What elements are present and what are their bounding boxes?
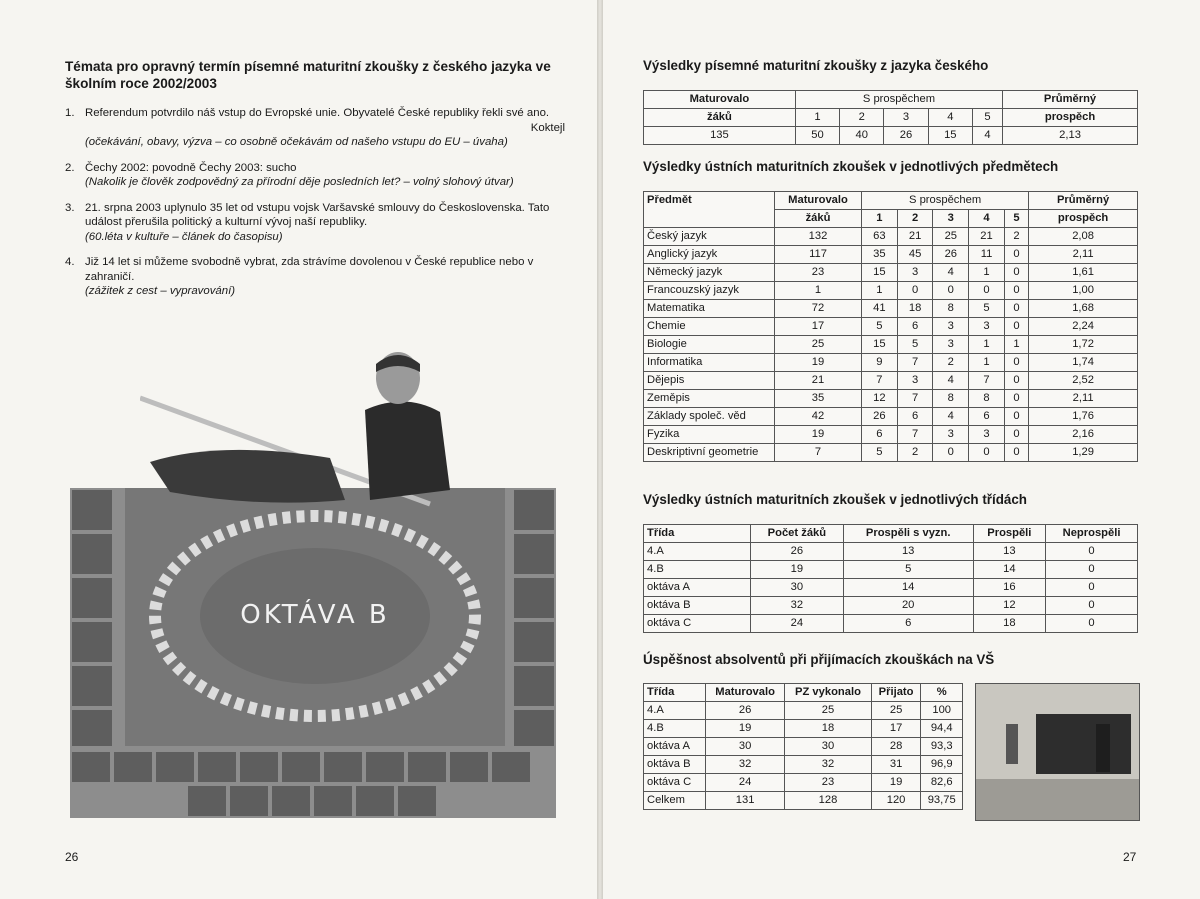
table-cell: 4 xyxy=(972,127,1002,145)
table-cell: 19 xyxy=(751,561,844,579)
table-cell: 31 xyxy=(871,756,921,774)
table-cell: 2 xyxy=(897,444,933,462)
table-cell: 3 xyxy=(933,318,969,336)
header-average-2: prospěch xyxy=(1003,109,1138,127)
table-cell: 3 xyxy=(897,372,933,390)
table-row xyxy=(644,774,963,792)
table-cell: 1,74 xyxy=(1029,354,1138,372)
table-row xyxy=(644,390,1138,408)
header-cell: Počet žáků xyxy=(751,525,844,543)
table-row xyxy=(644,756,963,774)
page-number-left: 26 xyxy=(65,850,79,864)
table-cell: 32 xyxy=(706,756,785,774)
class-cell: oktáva B xyxy=(644,756,706,774)
table-cell: 1,29 xyxy=(1029,444,1138,462)
university-admission-title: Úspěšnost absolventů při přijímacích zkouškách na VŠ xyxy=(643,652,995,667)
subject-cell: Německý jazyk xyxy=(644,264,775,282)
table-cell: 63 xyxy=(862,228,898,246)
table-row xyxy=(644,561,1138,579)
table-cell: 11 xyxy=(969,246,1005,264)
table-cell: 14 xyxy=(973,561,1046,579)
table-cell: 1,61 xyxy=(1029,264,1138,282)
topic-text: Referendum potvrdilo náš vstup do Evropské unie. Obyvatelé České republiky řekli své ano. xyxy=(85,107,550,119)
topic-aside: Koktejl xyxy=(530,121,565,134)
table-cell: 23 xyxy=(775,264,862,282)
table-cell: 16 xyxy=(973,579,1046,597)
table-cell: 1 xyxy=(969,264,1005,282)
table-cell: 19 xyxy=(775,354,862,372)
subject-cell: Anglický jazyk xyxy=(644,246,775,264)
class-cell: Celkem xyxy=(644,792,706,810)
table-cell: 12 xyxy=(862,390,898,408)
class-cell: oktáva B xyxy=(644,597,751,615)
table-header-row xyxy=(644,684,963,702)
table-cell: 0 xyxy=(1004,282,1028,300)
topic-note: (60.léta v kultuře – článek do časopisu) xyxy=(85,230,283,243)
table-cell: 26 xyxy=(751,543,844,561)
table-row xyxy=(644,444,1138,462)
table-row xyxy=(644,615,1138,633)
table-cell: 18 xyxy=(785,720,872,738)
subject-cell: Informatika xyxy=(644,354,775,372)
table-cell: 93,3 xyxy=(921,738,963,756)
table-cell: 2,24 xyxy=(1029,318,1138,336)
oral-exam-classes-title: Výsledky ústních maturitních zkoušek v jednotlivých třídách xyxy=(643,492,1027,507)
table-cell: 128 xyxy=(785,792,872,810)
table-row xyxy=(644,228,1138,246)
topic-note: (očekávání, obavy, výzva – co osobně očekávám od našeho vstupu do EU – úvaha) xyxy=(85,136,508,148)
table-header-row xyxy=(644,525,1138,543)
subject-cell: Deskriptivní geometrie xyxy=(644,444,775,462)
table-cell: 40 xyxy=(840,127,884,145)
university-admission-table xyxy=(643,683,963,810)
table-row xyxy=(644,127,1138,145)
table-cell: 1 xyxy=(969,336,1005,354)
table-cell: 19 xyxy=(775,426,862,444)
class-cell: oktáva A xyxy=(644,738,706,756)
table-cell: 2,11 xyxy=(1029,246,1138,264)
subject-cell: Český jazyk xyxy=(644,228,775,246)
table-cell: 72 xyxy=(775,300,862,318)
table-cell: 0 xyxy=(1004,408,1028,426)
topic-number: 4. xyxy=(65,256,75,268)
table-cell: 0 xyxy=(1004,246,1028,264)
left-page xyxy=(0,0,597,899)
topic-item xyxy=(65,255,565,299)
table-cell: 19 xyxy=(706,720,785,738)
table-header-row xyxy=(644,109,1138,127)
header-students: Maturovalo xyxy=(775,192,862,210)
table-cell: 12 xyxy=(973,597,1046,615)
table-cell: 25 xyxy=(785,702,872,720)
table-cell: 0 xyxy=(969,444,1005,462)
table-cell: 13 xyxy=(843,543,973,561)
table-cell: 1 xyxy=(775,282,862,300)
table-cell: 0 xyxy=(1004,372,1028,390)
table-cell: 100 xyxy=(921,702,963,720)
class-cell: oktáva A xyxy=(644,579,751,597)
table-cell: 7 xyxy=(775,444,862,462)
table-cell: 1 xyxy=(1004,336,1028,354)
table-cell: 30 xyxy=(785,738,872,756)
table-cell: 131 xyxy=(706,792,785,810)
topic-list xyxy=(65,106,565,310)
table-cell: 1 xyxy=(969,354,1005,372)
table-cell: 21 xyxy=(775,372,862,390)
table-cell: 2,16 xyxy=(1029,426,1138,444)
table-cell: 0 xyxy=(1046,579,1138,597)
table-cell: 5 xyxy=(862,318,898,336)
table-cell: 25 xyxy=(871,702,921,720)
table-cell: 0 xyxy=(1046,561,1138,579)
table-cell: 17 xyxy=(775,318,862,336)
table-cell: 20 xyxy=(843,597,973,615)
subject-cell: Francouzský jazyk xyxy=(644,282,775,300)
table-cell: 3 xyxy=(969,426,1005,444)
header-grade: 5 xyxy=(1004,210,1028,228)
header-cell: Třída xyxy=(644,684,706,702)
table-cell: 132 xyxy=(775,228,862,246)
table-cell: 30 xyxy=(706,738,785,756)
table-cell: 0 xyxy=(1004,318,1028,336)
table-cell: 26 xyxy=(884,127,928,145)
table-cell: 0 xyxy=(1046,597,1138,615)
table-cell: 28 xyxy=(871,738,921,756)
table-row xyxy=(644,792,963,810)
class-collage-photo xyxy=(70,488,556,818)
table-cell: 24 xyxy=(751,615,844,633)
header-cell: PZ vykonalo xyxy=(785,684,872,702)
header-grade: 4 xyxy=(928,109,972,127)
subject-cell: Základy společ. věd xyxy=(644,408,775,426)
table-cell: 96,9 xyxy=(921,756,963,774)
topic-item xyxy=(65,106,565,150)
table-cell: 26 xyxy=(706,702,785,720)
oktava-b-text: OKTÁVA B xyxy=(240,600,390,630)
header-subject: Předmět xyxy=(644,192,775,228)
table-cell: 1,00 xyxy=(1029,282,1138,300)
table-cell: 6 xyxy=(862,426,898,444)
table-cell: 3 xyxy=(933,336,969,354)
table-cell: 26 xyxy=(862,408,898,426)
table-row xyxy=(644,300,1138,318)
table-cell: 6 xyxy=(897,408,933,426)
header-students: Maturovalo xyxy=(644,91,796,109)
table-cell: 1,68 xyxy=(1029,300,1138,318)
table-row xyxy=(644,408,1138,426)
class-cell: 4.A xyxy=(644,543,751,561)
table-cell: 45 xyxy=(897,246,933,264)
topic-text: Čechy 2002: povodně Čechy 2003: sucho xyxy=(85,161,297,174)
table-cell: 0 xyxy=(1004,390,1028,408)
written-exam-table xyxy=(643,90,1138,145)
table-cell: 30 xyxy=(751,579,844,597)
table-row xyxy=(644,354,1138,372)
table-cell: 19 xyxy=(871,774,921,792)
table-row xyxy=(644,264,1138,282)
table-cell: 41 xyxy=(862,300,898,318)
header-average: Průměrný xyxy=(1029,192,1138,210)
header-grade: 3 xyxy=(933,210,969,228)
table-row xyxy=(644,597,1138,615)
table-row xyxy=(644,720,963,738)
table-cell: 5 xyxy=(897,336,933,354)
table-cell: 6 xyxy=(843,615,973,633)
left-page-title: Témata pro opravný termín písemné maturitní zkoušky z českého jazyka ve školním roce 2002/2003 xyxy=(65,59,551,91)
topic-number: 1. xyxy=(65,107,75,119)
table-cell: 93,75 xyxy=(921,792,963,810)
table-cell: 35 xyxy=(862,246,898,264)
table-cell: 0 xyxy=(969,282,1005,300)
table-cell: 32 xyxy=(785,756,872,774)
table-cell: 0 xyxy=(1004,300,1028,318)
subject-cell: Matematika xyxy=(644,300,775,318)
table-cell: 14 xyxy=(843,579,973,597)
table-cell: 50 xyxy=(795,127,839,145)
table-row xyxy=(644,282,1138,300)
table-cell: 2 xyxy=(933,354,969,372)
header-average: Průměrný xyxy=(1003,91,1138,109)
table-cell: 4 xyxy=(933,264,969,282)
header-grade: 3 xyxy=(884,109,928,127)
table-row xyxy=(644,336,1138,354)
table-cell: 15 xyxy=(862,336,898,354)
table-cell: 117 xyxy=(775,246,862,264)
table-row xyxy=(644,579,1138,597)
table-cell: 2,11 xyxy=(1029,390,1138,408)
table-cell: 4 xyxy=(933,408,969,426)
topic-item xyxy=(65,161,565,190)
table-cell: 0 xyxy=(933,282,969,300)
class-cell: 4.A xyxy=(644,702,706,720)
subject-cell: Biologie xyxy=(644,336,775,354)
header-cell: Prospěli s vyzn. xyxy=(843,525,973,543)
table-cell: 18 xyxy=(897,300,933,318)
topic-number: 2. xyxy=(65,161,75,174)
topic-item xyxy=(65,201,565,245)
topic-note: (zážitek z cest – vypravování) xyxy=(85,285,236,297)
table-cell: 3 xyxy=(897,264,933,282)
header-grade: 2 xyxy=(840,109,884,127)
table-cell: 21 xyxy=(969,228,1005,246)
table-cell: 5 xyxy=(969,300,1005,318)
table-cell: 8 xyxy=(933,300,969,318)
topic-text: 21. srpna 2003 uplynulo 35 let od vstupu vojsk Varšavské smlouvy do Československa. Tato událost přerušila politický a kulturní vývoj naší republiky. xyxy=(85,201,550,228)
table-cell: 94,4 xyxy=(921,720,963,738)
table-cell: 35 xyxy=(775,390,862,408)
table-cell: 9 xyxy=(862,354,898,372)
table-cell: 7 xyxy=(897,390,933,408)
table-row xyxy=(644,318,1138,336)
lecture-hall-photo xyxy=(975,683,1140,821)
table-cell: 0 xyxy=(1046,615,1138,633)
table-row xyxy=(644,543,1138,561)
table-cell: 0 xyxy=(897,282,933,300)
subject-cell: Fyzika xyxy=(644,426,775,444)
table-cell: 6 xyxy=(897,318,933,336)
class-cell: oktáva C xyxy=(644,615,751,633)
table-cell: 3 xyxy=(933,426,969,444)
header-students-2: žáků xyxy=(775,210,862,228)
table-cell: 25 xyxy=(775,336,862,354)
header-grade: 1 xyxy=(795,109,839,127)
table-cell: 15 xyxy=(928,127,972,145)
header-grades: S prospěchem xyxy=(795,91,1002,109)
table-cell: 135 xyxy=(644,127,796,145)
table-cell: 2 xyxy=(1004,228,1028,246)
table-header-row xyxy=(644,91,1138,109)
table-row xyxy=(644,702,963,720)
table-cell: 2,52 xyxy=(1029,372,1138,390)
table-cell: 5 xyxy=(843,561,973,579)
teacher-with-sword-photo xyxy=(140,350,470,510)
table-row xyxy=(644,372,1138,390)
table-cell: 0 xyxy=(1004,444,1028,462)
table-cell: 13 xyxy=(973,543,1046,561)
table-cell: 8 xyxy=(933,390,969,408)
table-cell: 0 xyxy=(1004,426,1028,444)
header-grade: 1 xyxy=(862,210,898,228)
table-cell: 7 xyxy=(897,354,933,372)
oral-exam-classes-table xyxy=(643,524,1138,633)
table-row xyxy=(644,246,1138,264)
header-grade: 2 xyxy=(897,210,933,228)
table-cell: 42 xyxy=(775,408,862,426)
class-cell: 4.B xyxy=(644,561,751,579)
table-cell: 0 xyxy=(1004,354,1028,372)
header-cell: Přijato xyxy=(871,684,921,702)
table-cell: 4 xyxy=(933,372,969,390)
table-cell: 0 xyxy=(1046,543,1138,561)
table-cell: 3 xyxy=(969,318,1005,336)
table-cell: 7 xyxy=(969,372,1005,390)
table-cell: 2,13 xyxy=(1003,127,1138,145)
header-grade: 4 xyxy=(969,210,1005,228)
header-students-2: žáků xyxy=(644,109,796,127)
table-cell: 1 xyxy=(862,282,898,300)
table-cell: 24 xyxy=(706,774,785,792)
oral-exam-subjects-table xyxy=(643,191,1138,462)
table-cell: 15 xyxy=(862,264,898,282)
table-cell: 0 xyxy=(933,444,969,462)
table-cell: 1,76 xyxy=(1029,408,1138,426)
table-row xyxy=(644,426,1138,444)
header-cell: Třída xyxy=(644,525,751,543)
table-cell: 21 xyxy=(897,228,933,246)
class-cell: oktáva C xyxy=(644,774,706,792)
topic-text: Již 14 let si můžeme svobodně vybrat, zda strávíme dovolenou v České republice nebo v zahraničí. xyxy=(85,256,534,283)
header-grade: 5 xyxy=(972,109,1002,127)
table-cell: 25 xyxy=(933,228,969,246)
table-cell: 23 xyxy=(785,774,872,792)
header-cell: % xyxy=(921,684,963,702)
header-grades: S prospěchem xyxy=(862,192,1029,210)
page-number-right: 27 xyxy=(1123,850,1137,864)
table-row xyxy=(644,738,963,756)
table-cell: 5 xyxy=(862,444,898,462)
topic-note: (Nakolik je člověk zodpovědný za přírodní děje posledních let? – volný slohový útvar) xyxy=(85,176,514,188)
table-cell: 7 xyxy=(862,372,898,390)
table-cell: 82,6 xyxy=(921,774,963,792)
written-exam-title: Výsledky písemné maturitní zkoušky z jazyka českého xyxy=(643,58,989,73)
oral-exam-subjects-title: Výsledky ústních maturitních zkoušek v jednotlivých předmětech xyxy=(643,159,1059,174)
class-cell: 4.B xyxy=(644,720,706,738)
table-cell: 0 xyxy=(1004,264,1028,282)
table-cell: 26 xyxy=(933,246,969,264)
header-cell: Maturovalo xyxy=(706,684,785,702)
table-cell: 6 xyxy=(969,408,1005,426)
subject-cell: Dějepis xyxy=(644,372,775,390)
class-photo xyxy=(70,340,556,818)
table-cell: 17 xyxy=(871,720,921,738)
table-cell: 120 xyxy=(871,792,921,810)
table-cell: 2,08 xyxy=(1029,228,1138,246)
header-cell: Prospěli xyxy=(973,525,1046,543)
header-cell: Neprospěli xyxy=(1046,525,1138,543)
subject-cell: Zeměpis xyxy=(644,390,775,408)
header-average-2: prospěch xyxy=(1029,210,1138,228)
table-cell: 7 xyxy=(897,426,933,444)
table-cell: 8 xyxy=(969,390,1005,408)
table-cell: 1,72 xyxy=(1029,336,1138,354)
table-cell: 18 xyxy=(973,615,1046,633)
table-header-row xyxy=(644,192,1138,210)
topic-number: 3. xyxy=(65,201,75,214)
subject-cell: Chemie xyxy=(644,318,775,336)
table-cell: 32 xyxy=(751,597,844,615)
